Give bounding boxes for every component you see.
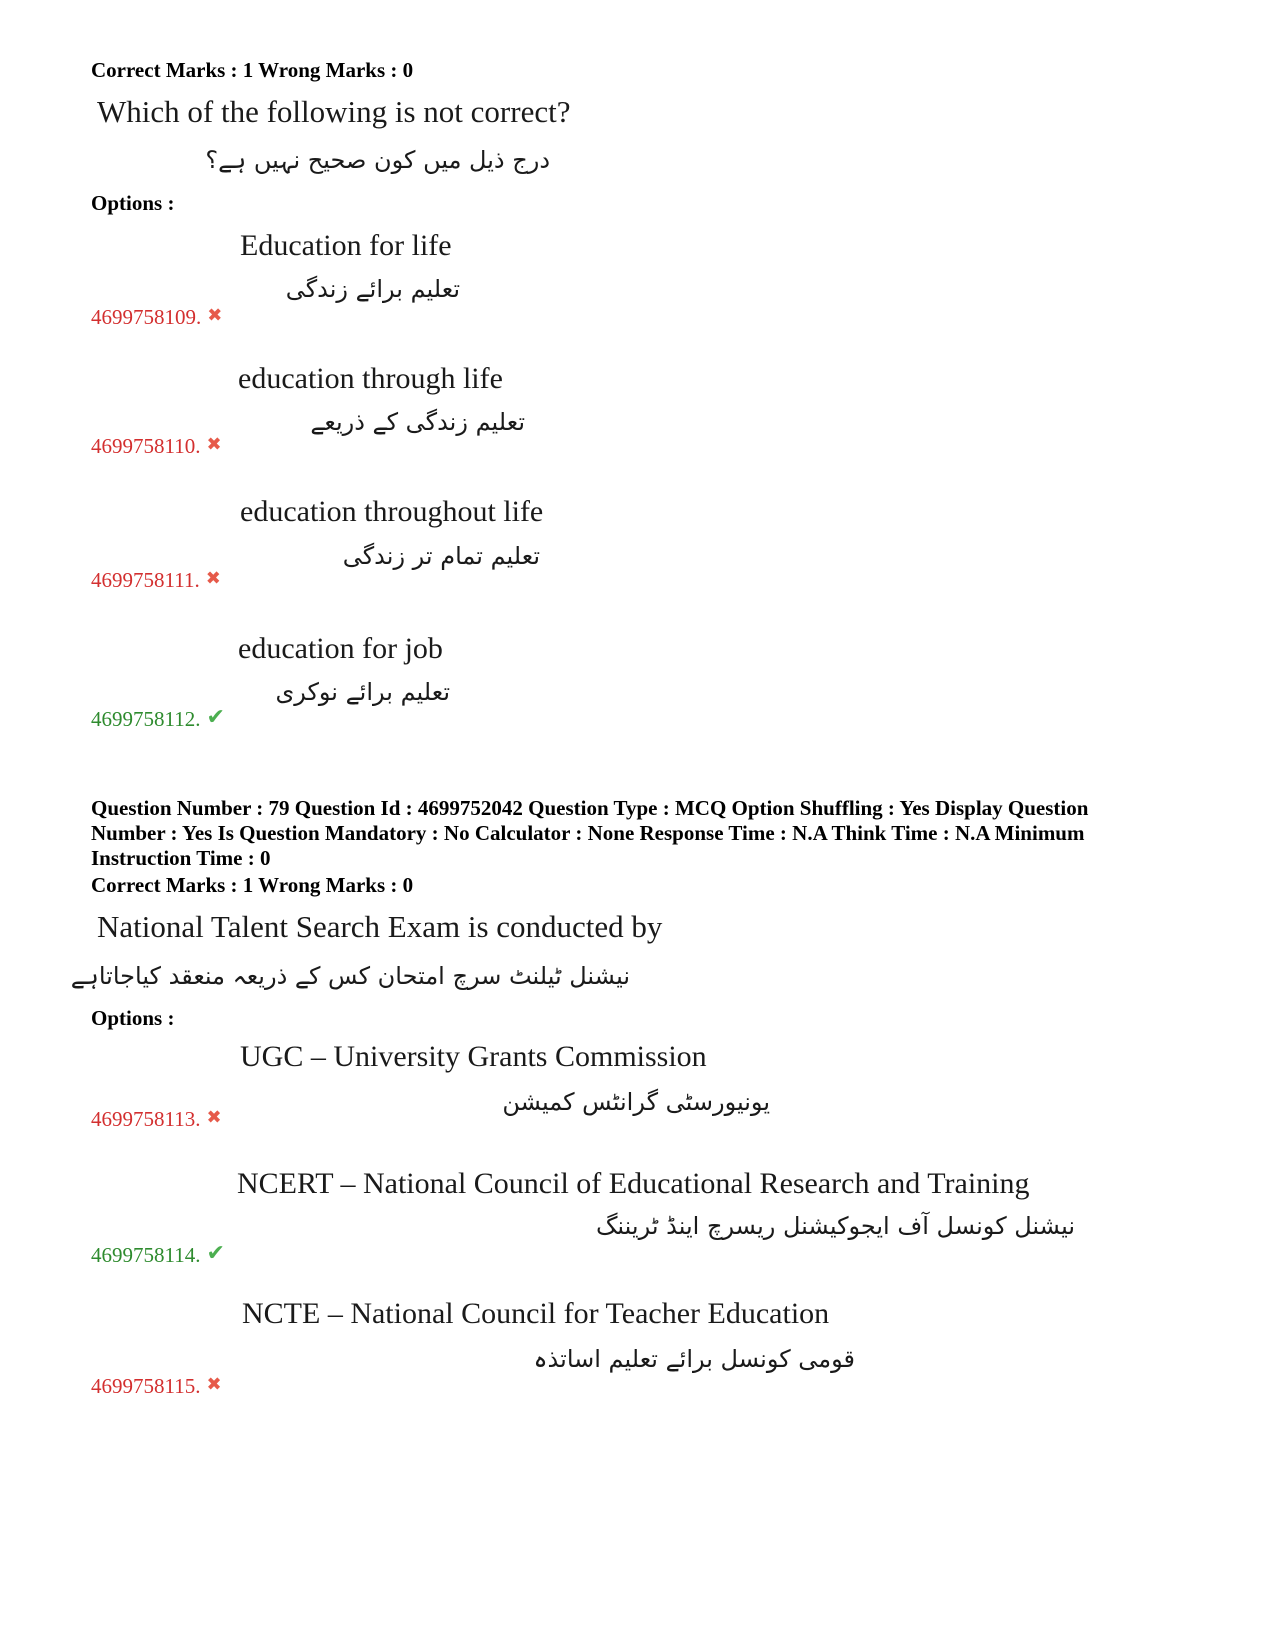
option-text: Education for life (240, 229, 452, 262)
option-id (91, 1107, 222, 1132)
option-id-text: 4699758114. (91, 1243, 201, 1267)
check-icon: ✔ (206, 704, 225, 729)
question-text: Which of the following is not correct? (97, 94, 571, 129)
question-meta-line: Instruction Time : 0 (91, 846, 271, 870)
option-text-urdu: تعلیم برائے زندگی (285, 275, 460, 303)
option-text: NCERT – National Council of Educational Research and Training (237, 1167, 1030, 1200)
cross-icon: ✖ (205, 568, 221, 588)
option-id-text: 4699758115. (91, 1374, 201, 1398)
option-text-urdu: یونیورسٹی گرانٹس کمیشن (502, 1088, 770, 1116)
option-id (91, 1374, 222, 1399)
cross-icon: ✖ (206, 1107, 222, 1127)
option-id (91, 704, 225, 732)
marks-line: Correct Marks : 1 Wrong Marks : 0 (91, 873, 414, 897)
option-id-text: 4699758109. (91, 305, 202, 329)
question-text-urdu: درج ذیل میں کون صحیح نہیں ہے؟ (205, 146, 550, 174)
option-id-text: 4699758111. (91, 568, 200, 592)
question-meta-line: Question Number : 79 Question Id : 4699752042 Question Type : MCQ Option Shuffling : Yes Display Question (91, 796, 1089, 820)
question-meta (91, 796, 1088, 871)
option-id (91, 434, 222, 459)
option-text-urdu: قومی کونسل برائے تعلیم اساتذہ (533, 1345, 855, 1373)
option-text-urdu: تعلیم تمام تر زندگی (342, 542, 540, 570)
option-id (91, 568, 221, 593)
marks-line: Correct Marks : 1 Wrong Marks : 0 (91, 58, 414, 82)
option-id-text: 4699758110. (91, 434, 201, 458)
cross-icon: ✖ (206, 1374, 222, 1394)
option-id-text: 4699758112. (91, 707, 201, 731)
question-text-urdu: نیشنل ٹیلنٹ سرچ امتحان کس کے ذریعہ منعقد کیاجاتاہے (70, 962, 630, 990)
option-text: education throughout life (240, 495, 544, 528)
option-text-urdu: نیشنل کونسل آف ایجوکیشنل ریسرچ اینڈ ٹریننگ (595, 1212, 1075, 1240)
question-text: National Talent Search Exam is conducted by (97, 909, 663, 944)
check-icon: ✔ (206, 1240, 225, 1265)
question-meta-line: Number : Yes Is Question Mandatory : No Calculator : None Response Time : N.A Think Time : N.A Minimum (91, 821, 1085, 845)
options-label: Options : (91, 1006, 175, 1030)
option-id (91, 305, 222, 330)
option-id (91, 1240, 225, 1268)
options-label: Options : (91, 191, 175, 215)
option-text: UGC – University Grants Commission (240, 1040, 707, 1073)
option-text: NCTE – National Council for Teacher Education (242, 1297, 830, 1330)
option-text: education for job (238, 632, 443, 665)
option-text: education through life (238, 362, 503, 395)
cross-icon: ✖ (207, 305, 223, 325)
option-text-urdu: تعلیم برائے نوکری (275, 678, 450, 706)
option-text-urdu: تعلیم زندگی کے ذریعے (310, 408, 525, 436)
cross-icon: ✖ (206, 434, 222, 454)
option-id-text: 4699758113. (91, 1107, 201, 1131)
